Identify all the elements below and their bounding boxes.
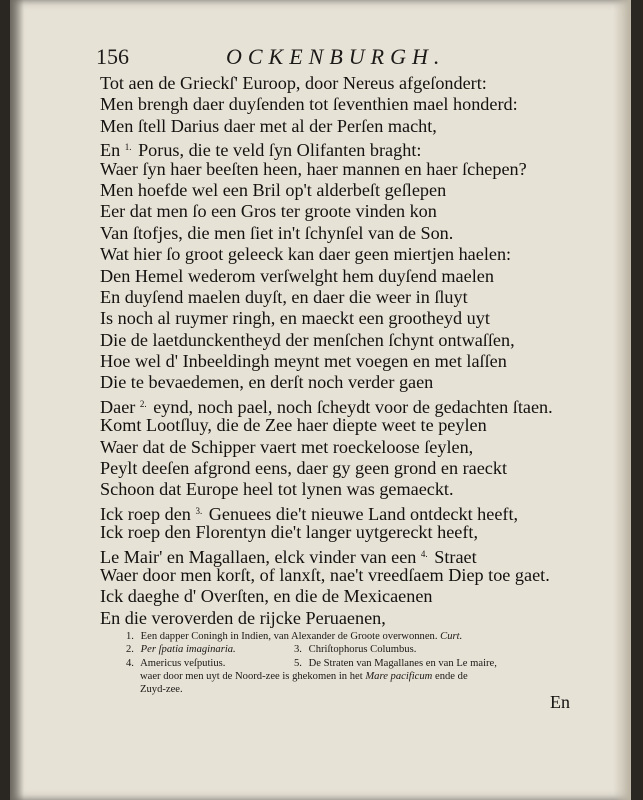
verse-line: Le Mair' en Magallaen, elck vinder van een $^{4.}$ Straet (100, 546, 477, 567)
verse-line: Den Hemel wederom verſwelght hem duyſend maelen (100, 265, 494, 286)
page-header (96, 44, 596, 70)
verse-line: En duyſend maelen duyſt, en daer die weer in ſluyt (100, 286, 468, 307)
catchword: En (550, 692, 570, 712)
verse-line: Peylt deeſen afgrond eens, daer gy geen grond en raeckt (100, 458, 508, 479)
footnote-5-end: Zuyd-zee. (140, 684, 183, 696)
footnote-marker: 2. (139, 398, 147, 409)
verse-line: Waer door men korſt, of lanxſt, nae't vreedſaem Diep toe gaet. (100, 564, 550, 585)
verse-line: Die te bevaedemen, en derſt noch verder gaen (100, 372, 434, 393)
verse-line: Ick daeghe d' Overſten, en die de Mexicaenen (100, 586, 433, 607)
verse-line: Men brengh daer duyſenden tot ſeventhien mael honderd: (100, 94, 518, 115)
page-edge (613, 0, 631, 800)
verse-line: Ick roep den $^{3.}$ Genuees die't nieuwe Land ontdeckt heeft, (100, 503, 519, 524)
verse-line: Eer dat men ſo een Gros ter groote vinden kon (100, 201, 437, 222)
book-page (10, 0, 631, 800)
verse-line: Ick roep den Florentyn die't langer uytgereckt heeft, (100, 522, 478, 543)
verse-body (100, 73, 600, 629)
gutter-shadow (10, 0, 24, 800)
verse-line: Wat hier ſo groot geleeck kan daer geen miertjen haelen: (100, 244, 512, 265)
verse-line: Is noch al ruymer ringh, en maeckt een grootheyd uyt (100, 308, 490, 329)
verse-line: Schoon dat Europe heel tot lynen was gemaeckt. (100, 479, 454, 500)
verse-line: Men ſtell Darius daer met al der Perſen macht, (100, 115, 437, 136)
verse-line: Waer ſyn haer beeſten heen, haer mannen en haer ſchepen? (100, 158, 527, 179)
verse-line: En die veroverden de rijcke Peruaenen, (100, 607, 386, 628)
verse-line: Hoe wel d' Inbeeldingh meynt met voegen en met laſſen (100, 351, 507, 372)
footnote-2-3: 2. Per ſpatia imaginaria. 3. Chriſtophorus Columbus. (126, 644, 417, 656)
footnote-3: 3. Chriſtophorus Columbus. (294, 644, 417, 656)
footnote-marker: 4. (420, 548, 428, 559)
footnote-5-continued: waer door men uyt de Noord-zee is ghekomen in het Mare pacificum ende de (140, 670, 468, 682)
verse-line: Komt Lootſluy, die de Zee haer diepte weet te peylen (100, 415, 487, 436)
page-number: 156 (96, 44, 129, 69)
verse-line: Van ſtofjes, die men ſiet in't ſchynſel van de Son. (100, 222, 454, 243)
footnotes (126, 630, 566, 696)
verse-line: Daer $^{2.}$ eynd, noch pael, noch ſcheydt voor de gedachten ſtaen. (100, 396, 553, 417)
running-title: OCKENBURGH. (226, 44, 446, 69)
verse-line: En $^{1.}$ Porus, die te veld ſyn Olifanten braght: (100, 140, 422, 161)
verse-line: Die de laetdunckentheyd der menſchen ſchynt ontwaſſen, (100, 329, 515, 350)
verse-line: Men hoefde wel een Bril op't alderbeſt geſlepen (100, 179, 447, 200)
footnote-1: 1. Een dapper Coningh in Indien, van Alexander de Groote overwonnen. Curt. (126, 631, 463, 642)
footnote-marker: 1. (124, 142, 132, 153)
footnote-marker: 3. (195, 505, 203, 516)
verse-line: Waer dat de Schipper vaert met roeckeloose ſeylen, (100, 436, 474, 457)
footnote-4-5: 4. Americus veſputius. 5. De Straten van Magallanes en van Le maire, (126, 657, 497, 669)
footnote-5: 5. De Straten van Magallanes en van Le maire, (294, 657, 497, 669)
verse-line: Tot aen de Grieckſ' Euroop, door Nereus afgeſondert: (100, 73, 487, 93)
